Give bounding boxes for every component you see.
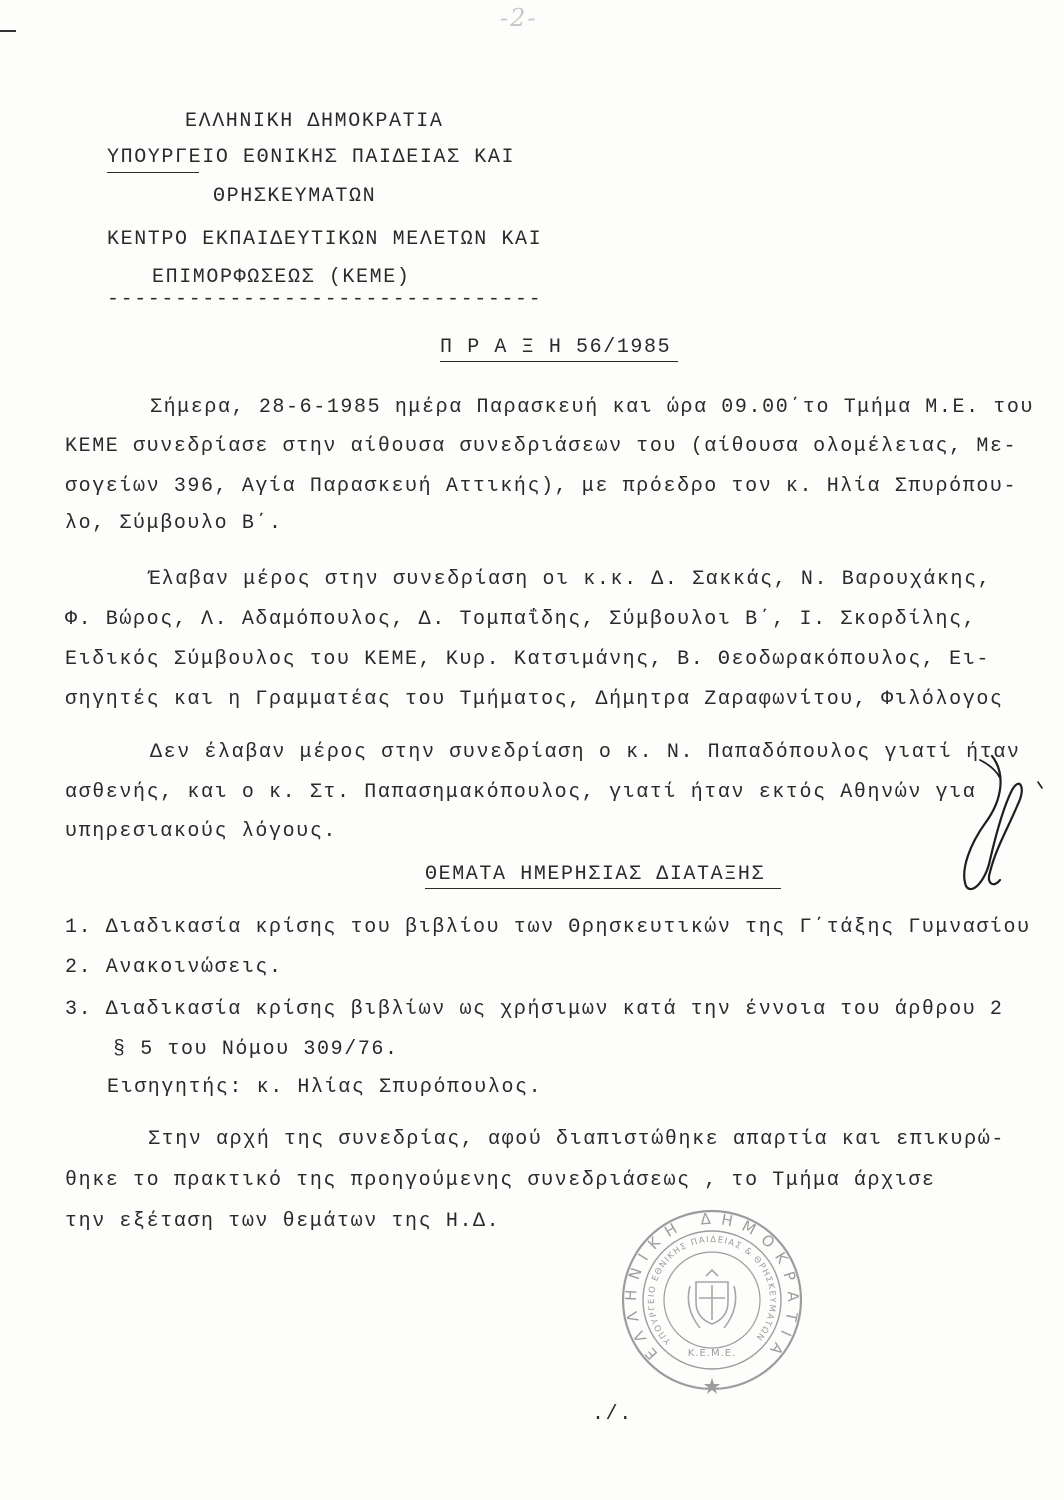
- handwritten-signature: [930, 748, 1060, 898]
- title-underline: [440, 361, 678, 362]
- minutes-title: Π Ρ Α Ξ Η 56/1985: [440, 336, 672, 359]
- agenda-heading-underline: [425, 888, 781, 889]
- paragraph-3-line-3: υπηρεσιακούς λόγους.: [65, 820, 338, 843]
- paragraph-1-line-2: ΚΕΜΕ συνεδρίασε στην αίθουσα συνεδριάσεων του (αίθουσα ολομέλειας, Με-: [65, 435, 1018, 458]
- stamp-inner-text: ΥΠΟΥΡΓΕΙΟ ΕΘΝΙΚΗΣ ΠΑΙΔΕΙΑΣ & ΘΡΗΣΚΕΥΜΑΤΩΝ: [646, 1234, 777, 1346]
- agenda-item-3-continued: § 5 του Νόμου 309/76.: [113, 1038, 399, 1061]
- continuation-mark: ./.: [592, 1403, 633, 1426]
- agenda-item-2: 2. Ανακοινώσεις.: [65, 956, 283, 979]
- coat-of-arms-icon: [688, 1270, 735, 1328]
- closing-line-3: την εξέταση των θεμάτων της Η.Δ.: [65, 1210, 501, 1233]
- paragraph-1-line-3: σογείων 396, Αγία Παρασκευή Αττικής), με πρόεδρο τον κ. Ηλία Σπυρόπου-: [65, 475, 1018, 498]
- edge-mark: [0, 30, 16, 32]
- letterhead-line-4: ΚΕΝΤΡΟ ΕΚΠΑΙΔΕΥΤΙΚΩΝ ΜΕΛΕΤΩΝ ΚΑΙ: [107, 228, 543, 251]
- stamp-center-text: Κ.Ε.Μ.Ε.: [687, 1348, 737, 1359]
- agenda-heading: ΘΕΜΑΤΑ ΗΜΕΡΗΣΙΑΣ ΔΙΑΤΑΞΗΣ: [425, 863, 766, 886]
- letterhead-line-3: ΘΡΗΣΚΕΥΜΑΤΩΝ: [213, 185, 377, 208]
- official-stamp: [620, 1200, 810, 1400]
- letterhead-line-2: ΥΠΟΥΡΓΕΙΟ ΕΘΝΙΚΗΣ ΠΑΙΔΕΙΑΣ ΚΑΙ: [107, 146, 516, 169]
- paragraph-2-line-3: Ειδικός Σύμβουλος του ΚΕΜΕ, Κυρ. Κατσιμάνης, Β. Θεοδωρακόπουλος, Ει-: [65, 648, 990, 671]
- paragraph-3-line-1: Δεν έλαβαν μέρος στην συνεδρίαση ο κ. Ν. Παπαδόπουλος γιατί ήταν: [150, 741, 1021, 764]
- agenda-item-3: 3. Διαδικασία κρίσης βιβλίων ως χρήσιμων κατά την έννοια του άρθρου 2: [65, 998, 1004, 1021]
- paragraph-1-line-4: λο, Σύμβουλο Β΄.: [65, 512, 283, 535]
- stamp-star-icon: [704, 1378, 720, 1394]
- letterhead-rule: --------------------------------: [107, 288, 543, 311]
- paragraph-2-line-2: Φ. Βώρος, Λ. Αδαμόπουλος, Δ. Τομπαΐδης, Σύμβουλοι Β΄, Ι. Σκορδίλης,: [65, 608, 977, 631]
- letterhead-line-1: ΕΛΛΗΝΙΚΗ ΔΗΜΟΚΡΑΤΙΑ: [185, 110, 444, 133]
- agenda-item-1: 1. Διαδικασία κρίσης του βιβλίου των Θρησκευτικών της Γ΄τάξης Γυμνασίου: [65, 916, 1031, 939]
- letterhead-line-5: ΕΠΙΜΟΡΦΩΣΕΩΣ (ΚΕΜΕ): [152, 266, 411, 289]
- paragraph-1-line-1: Σήμερα, 28-6-1985 ημέρα Παρασκευή και ώρα 09.00΄το Τμήμα Μ.Ε. του: [150, 396, 1035, 419]
- closing-line-2: θηκε το πρακτικό της προηγούμενης συνεδριάσεως , το Τμήμα άρχισε: [65, 1169, 936, 1192]
- stamp-outer-text: ΕΛΛΗΝΙΚΗ ΔΗΜΟΚΡΑΤΙΑ: [621, 1209, 803, 1364]
- paragraph-2-line-1: Έλαβαν μέρος στην συνεδρίαση οι κ.κ. Δ. Σακκάς, Ν. Βαρουχάκης,: [148, 568, 992, 591]
- agenda-rapporteur: Εισηγητής: κ. Ηλίας Σπυρόπουλος.: [107, 1076, 543, 1099]
- page-number: -2-: [500, 4, 538, 32]
- paragraph-3-line-2: ασθενής, και ο κ. Στ. Παπασημακόπουλος, γιατί ήταν εκτός Αθηνών για: [65, 781, 977, 804]
- ministry-underline: [107, 172, 199, 173]
- paragraph-2-line-4: σηγητές και η Γραμματέας του Τμήματος, Δήμητρα Ζαραφωνίτου, Φιλόλογος: [65, 688, 1004, 711]
- closing-line-1: Στην αρχή της συνεδρίας, αφού διαπιστώθηκε απαρτία και επικυρώ-: [148, 1128, 1005, 1151]
